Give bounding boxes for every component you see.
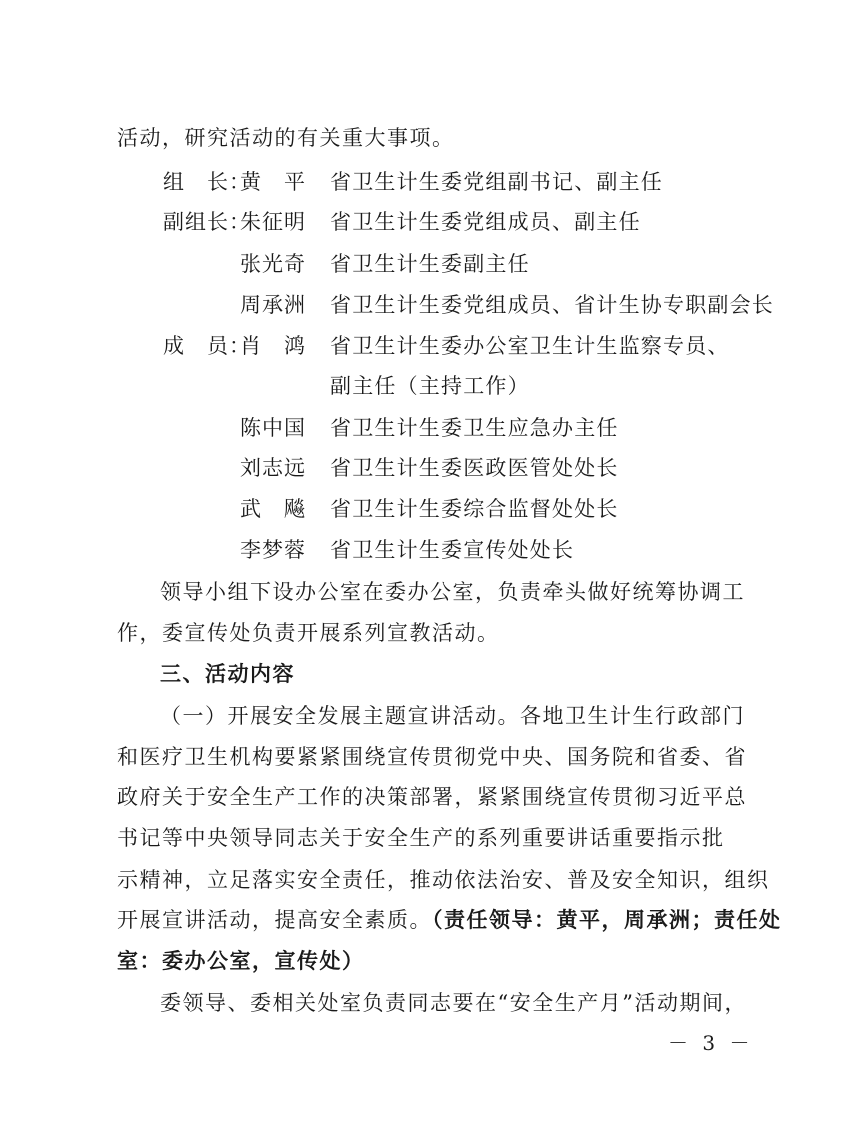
responsibility-note: 室：委办公室，宣传处）	[117, 949, 365, 973]
member-role: 副组长：	[163, 210, 251, 234]
member-role: 组 长：	[163, 170, 251, 194]
member-name: 陈中国	[240, 416, 306, 440]
paragraph-line: 作，委宣传处负责开展系列宣教活动。	[117, 621, 500, 645]
section-heading: 三、活动内容	[160, 662, 295, 686]
paragraph-line: 领导小组下设办公室在委办公室，负责牵头做好统筹协调工	[160, 580, 745, 604]
paragraph-line: 委领导、委相关处室负责同志要在“安全生产月”活动期间，	[160, 991, 747, 1015]
member-post: 省卫生计生委党组副书记、副主任	[330, 170, 663, 194]
member-name: 肖 鸿	[240, 334, 306, 358]
paragraph-line: （一）开展安全发展主题宣讲活动。各地卫生计生行政部门	[160, 704, 745, 728]
member-name: 朱征明	[240, 210, 306, 234]
member-name: 武 飚	[240, 497, 306, 521]
member-post: 副主任（主持工作）	[330, 374, 530, 398]
page-number: － 3 －	[668, 1031, 754, 1055]
member-post: 省卫生计生委党组成员、副主任	[330, 210, 641, 234]
paragraph-text: 开展宣讲活动，提高安全素质。	[117, 908, 432, 932]
paragraph-line: 政府关于安全生产工作的决策部署，紧紧围绕宣传贯彻习近平总	[117, 785, 747, 809]
member-post: 省卫生计生委副主任	[330, 252, 530, 276]
paragraph-line: 示精神，立足落实安全责任，推动依法治安、普及安全知识，组织	[117, 868, 770, 892]
member-post: 省卫生计生委宣传处处长	[330, 538, 575, 562]
member-name: 刘志远	[240, 456, 306, 480]
responsibility-note: （责任领导：黄平，周承洲；责任处	[432, 908, 782, 932]
paragraph-line: 书记等中央领导同志关于安全生产的系列重要讲话重要指示批	[117, 826, 725, 850]
member-post: 省卫生计生委医政医管处处长	[330, 456, 619, 480]
member-post: 省卫生计生委卫生应急办主任	[330, 416, 619, 440]
member-name: 黄 平	[240, 170, 306, 194]
member-post: 省卫生计生委办公室卫生计生监察专员、	[330, 334, 730, 358]
member-name: 张光奇	[240, 252, 306, 276]
paragraph-line	[117, 906, 782, 934]
member-post: 省卫生计生委综合监督处处长	[330, 497, 619, 521]
member-role: 成 员：	[163, 334, 251, 358]
intro-line: 活动，研究活动的有关重大事项。	[117, 126, 455, 150]
member-post: 省卫生计生委党组成员、省计生协专职副会长	[330, 293, 774, 317]
member-name: 周承洲	[240, 293, 306, 317]
paragraph-line: 和医疗卫生机构要紧紧围绕宣传贯彻党中央、国务院和省委、省	[117, 745, 747, 769]
member-name: 李梦蓉	[240, 538, 306, 562]
